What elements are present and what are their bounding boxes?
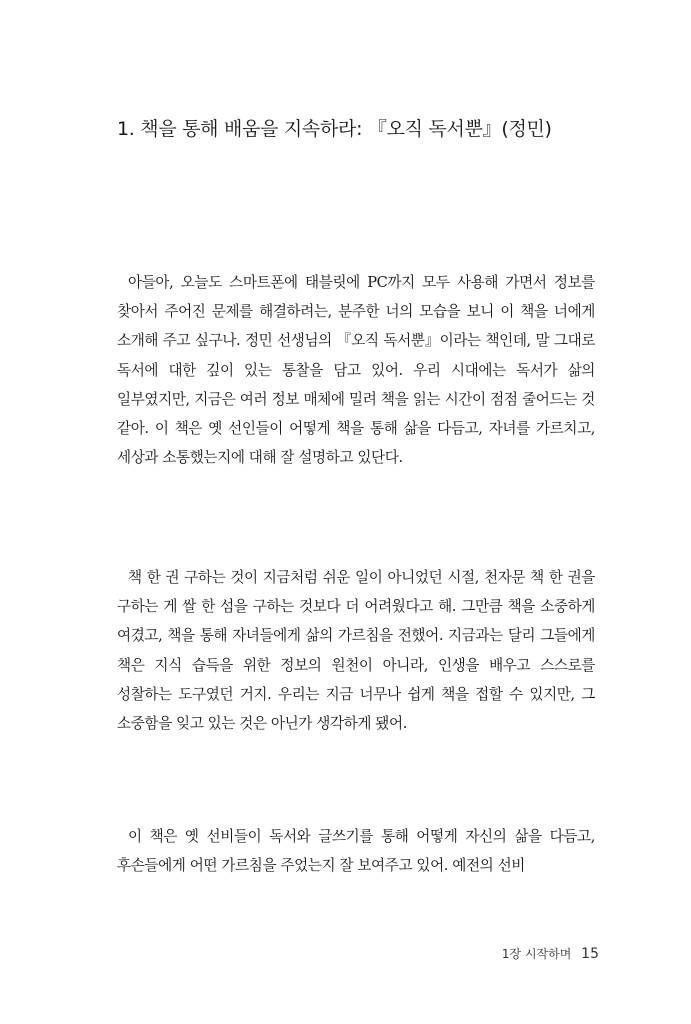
- body-paragraph-1: 아들아, 오늘도 스마트폰에 태블릿에 PC까지 모두 사용해 가면서 정보를 찾아서 주어진 문제를 해결하려는, 분주한 너의 모습을 보니 이 책을 너에게 소개해 주고 싶구나. 정민 선생님의 『오직 독서뿐』이라는 책인데, 말 그대로 독서에 대한 깊이 있는 통찰을 담고 있어. 우리 시대에는 독서가 삶의 일부였지만, 지금은 여러 정보 매체에 밀려 책을 읽는 시간이 점점 줄어드는 것 같아. 이 책은 옛 선인들이 어떻게 책을 통해 삶을 다듬고, 자녀를 가르치고, 세상과 소통했는지에 대해 잘 설명하고 있단다.: [117, 274, 595, 467]
- body-paragraph-2: 책 한 권 구하는 것이 지금처럼 쉬운 일이 아니었던 시절, 천자문 책 한 권을 구하는 게 쌀 한 섬을 구하는 것보다 더 어려웠다고 해. 그만큼 책을 소중하게 여겼고, 책을 통해 자녀들에게 삶의 가르침을 전했어. 지금과는 달리 그들에게 책은 지식 습득을 위한 정보의 원천이 아니라, 인생을 배우고 스스로를 성찰하는 도구였던 거지. 우리는 지금 너무나 쉽게 책을 접할 수 있지만, 그 소중함을 잊고 있는 것은 아닌가 생각하게 됐어.: [117, 569, 595, 733]
- running-footer-chapter: 1장 시작하며: [501, 947, 572, 961]
- body-paragraph-3: 이 책은 옛 선비들이 독서와 글쓰기를 통해 어떻게 자신의 삶을 다듬고, 후손들에게 어떤 가르침을 주었는지 잘 보여주고 있어. 예전의 선비: [117, 828, 595, 875]
- page-footer: [502, 945, 599, 962]
- page-number: 15: [581, 946, 599, 962]
- section-heading: 1. 책을 통해 배움을 지속하라: 『오직 독서뿐』(정민): [117, 118, 552, 140]
